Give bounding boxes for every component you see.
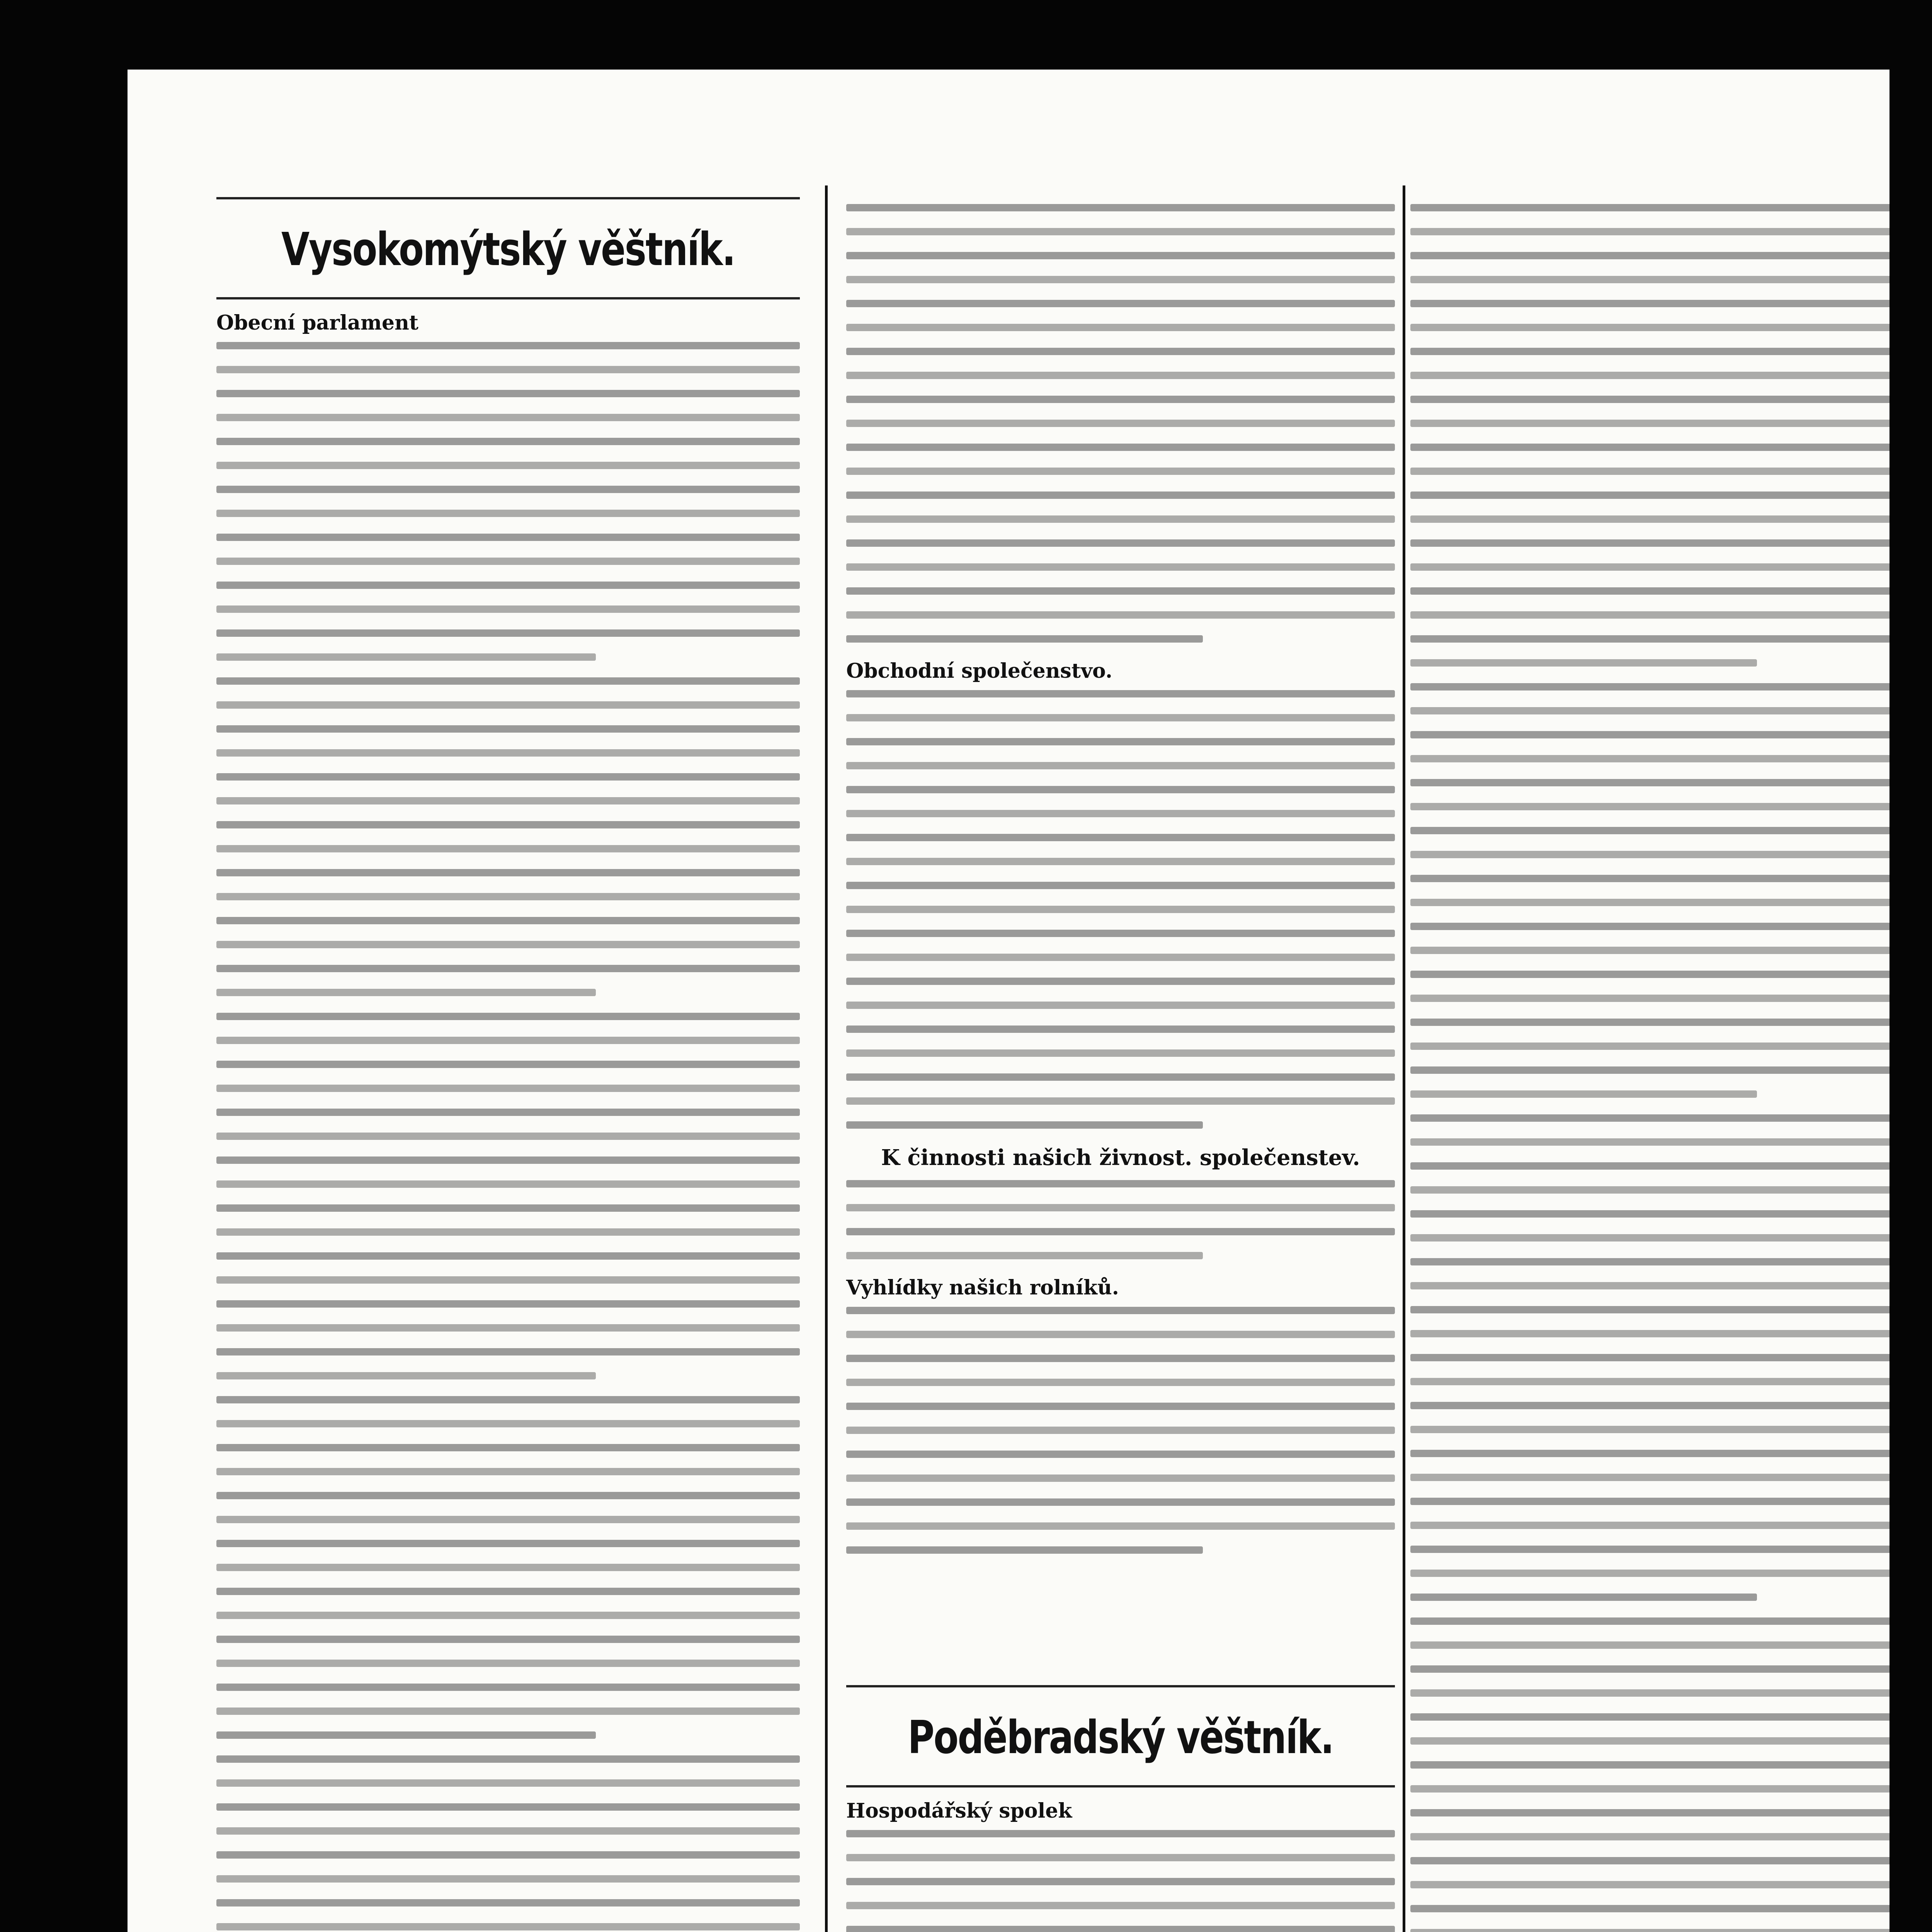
text-line	[846, 1926, 1395, 1932]
text-line	[846, 468, 1395, 475]
text-line	[216, 414, 800, 421]
text-lines	[846, 204, 1395, 643]
text-line	[216, 1348, 800, 1355]
text-line	[846, 539, 1395, 547]
middle-article-blocks	[846, 204, 1395, 1554]
column-left	[216, 197, 800, 1932]
text-line	[846, 1204, 1395, 1211]
text-line	[846, 1097, 1395, 1105]
text-line	[216, 462, 800, 469]
text-line	[1410, 779, 1889, 786]
text-line	[1410, 1833, 1889, 1840]
right-article-blocks	[1410, 204, 1889, 1932]
text-line	[216, 1252, 800, 1260]
text-line	[1410, 1713, 1889, 1721]
text-line	[1410, 731, 1889, 738]
text-line	[1410, 635, 1889, 643]
text-line	[216, 1755, 800, 1763]
text-line	[216, 1468, 800, 1475]
text-lines	[846, 1830, 1395, 1932]
article-block	[1410, 1114, 1889, 1601]
article-block	[846, 659, 1395, 1129]
text-lines	[1410, 1617, 1889, 1932]
text-line	[1410, 1665, 1889, 1673]
text-line	[846, 1180, 1395, 1187]
text-line	[846, 930, 1395, 937]
text-line	[846, 276, 1395, 283]
text-line	[1410, 324, 1889, 331]
text-line	[1410, 755, 1889, 762]
text-line	[216, 1324, 800, 1332]
text-line	[1410, 276, 1889, 283]
text-line	[846, 1854, 1395, 1861]
text-line	[216, 1133, 800, 1140]
text-line	[216, 1109, 800, 1116]
text-line	[1410, 1330, 1889, 1337]
column-rule-left	[825, 185, 828, 1932]
text-line	[1410, 515, 1889, 523]
text-line	[1410, 803, 1889, 810]
text-line	[1410, 1594, 1757, 1601]
text-line	[216, 701, 800, 709]
text-line	[846, 1403, 1395, 1410]
text-lines	[1410, 683, 1889, 1098]
text-line	[846, 1002, 1395, 1009]
text-line	[216, 1180, 800, 1188]
text-line	[1410, 420, 1889, 427]
text-line	[846, 324, 1395, 331]
text-line	[846, 954, 1395, 961]
text-line	[1410, 1522, 1889, 1529]
text-line	[216, 1660, 800, 1667]
text-line	[1410, 1162, 1889, 1170]
text-line	[1410, 707, 1889, 714]
text-line	[1410, 1306, 1889, 1313]
text-line	[1410, 1138, 1889, 1146]
paragraph-lead: Vyhlídky našich rolníků.	[846, 1276, 1119, 1299]
text-line	[216, 1636, 800, 1643]
text-line	[216, 1899, 800, 1906]
article-block	[846, 1145, 1395, 1259]
text-line	[216, 1588, 800, 1595]
text-lines	[216, 342, 800, 661]
text-line	[846, 1026, 1395, 1033]
text-line	[216, 438, 800, 445]
text-line	[1410, 1354, 1889, 1361]
text-line	[846, 635, 1203, 643]
text-line	[846, 978, 1395, 985]
text-line	[1410, 1019, 1889, 1026]
text-line	[1410, 1809, 1889, 1816]
text-line	[1410, 1857, 1889, 1864]
text-line	[846, 1427, 1395, 1434]
text-line	[846, 1121, 1203, 1129]
text-line	[216, 941, 800, 948]
text-line	[1410, 1186, 1889, 1194]
text-line	[846, 1307, 1395, 1314]
text-line	[846, 515, 1395, 523]
newspaper-page	[128, 70, 1889, 1932]
text-line	[216, 773, 800, 781]
text-line	[216, 1396, 800, 1403]
text-line	[1410, 1737, 1889, 1745]
text-line	[216, 1827, 800, 1835]
text-line	[216, 605, 800, 613]
text-line	[1410, 1689, 1889, 1697]
text-line	[846, 1522, 1395, 1530]
text-line	[846, 1830, 1395, 1837]
text-line	[1410, 587, 1889, 595]
text-line	[846, 1878, 1395, 1885]
text-line	[216, 1372, 596, 1379]
text-line	[216, 1492, 800, 1499]
text-line	[1410, 1617, 1889, 1625]
text-line	[1410, 1929, 1889, 1932]
text-line	[846, 1451, 1395, 1458]
text-line	[1410, 995, 1889, 1002]
text-line	[1410, 1498, 1889, 1505]
text-line	[216, 534, 800, 541]
text-line	[1410, 659, 1757, 667]
text-line	[216, 965, 800, 972]
text-line	[846, 204, 1395, 211]
masthead-title: Poděbradský věštník.	[908, 1711, 1333, 1764]
text-line	[216, 1444, 800, 1451]
text-lines	[846, 1307, 1395, 1554]
text-line	[1410, 827, 1889, 834]
text-line	[216, 582, 800, 589]
article-block	[1410, 683, 1889, 1098]
text-line	[216, 1013, 800, 1020]
text-line	[216, 1420, 800, 1427]
text-line	[216, 1204, 800, 1212]
text-line	[216, 1851, 800, 1859]
text-line	[216, 486, 800, 493]
text-lines	[846, 1180, 1395, 1259]
text-line	[846, 563, 1395, 571]
text-line	[216, 1276, 800, 1284]
text-line	[846, 1546, 1203, 1554]
text-line	[216, 1923, 800, 1930]
text-line	[1410, 1402, 1889, 1409]
text-lines	[216, 1013, 800, 1379]
text-line	[216, 1564, 800, 1571]
text-line	[216, 1612, 800, 1619]
text-line	[846, 714, 1395, 721]
text-line	[1410, 1234, 1889, 1242]
text-line	[1410, 539, 1889, 547]
text-lines	[216, 677, 800, 996]
article-block	[216, 1755, 800, 1932]
text-line	[1410, 611, 1889, 619]
masthead-title: Vysokomýtský věštník.	[281, 223, 735, 276]
column-middle	[846, 197, 1395, 1932]
article-block	[216, 677, 800, 996]
text-line	[1410, 1210, 1889, 1218]
text-line	[1410, 1426, 1889, 1433]
text-line	[846, 587, 1395, 595]
text-line	[846, 252, 1395, 259]
text-line	[216, 1156, 800, 1164]
masthead-vysokomytsky	[216, 197, 800, 299]
text-line	[1410, 396, 1889, 403]
text-line	[1410, 1785, 1889, 1793]
text-line	[216, 558, 800, 565]
article-block	[216, 1396, 800, 1739]
text-line	[846, 228, 1395, 235]
article-block	[1410, 1617, 1889, 1932]
text-line	[1410, 348, 1889, 355]
text-line	[1410, 468, 1889, 475]
text-line	[216, 653, 596, 661]
text-line	[1410, 1905, 1889, 1912]
text-line	[216, 629, 800, 637]
left-article-blocks	[216, 311, 800, 1932]
text-line	[1410, 875, 1889, 882]
text-line	[1410, 1066, 1889, 1074]
text-line	[1410, 683, 1889, 690]
text-line	[216, 725, 800, 733]
masthead-podebradsky	[846, 1685, 1395, 1787]
section-heading: K činnosti našich živnost. společenstev.	[881, 1145, 1360, 1170]
text-line	[216, 917, 800, 924]
text-line	[1410, 971, 1889, 978]
text-line	[846, 300, 1395, 307]
text-lines	[1410, 204, 1889, 667]
text-line	[846, 1331, 1395, 1338]
text-line	[846, 834, 1395, 841]
text-line	[1410, 851, 1889, 858]
text-line	[846, 420, 1395, 427]
text-line	[846, 738, 1395, 745]
text-line	[1410, 252, 1889, 259]
text-line	[846, 444, 1395, 451]
text-line	[216, 1540, 800, 1547]
text-line	[216, 1085, 800, 1092]
text-line	[1410, 947, 1889, 954]
text-lines	[1410, 1114, 1889, 1601]
text-line	[1410, 1761, 1889, 1769]
text-line	[216, 1300, 800, 1308]
text-line	[1410, 1641, 1889, 1649]
text-line	[216, 1875, 800, 1883]
text-line	[216, 677, 800, 685]
text-line	[216, 1061, 800, 1068]
text-line	[216, 869, 800, 876]
text-line	[216, 1803, 800, 1811]
text-line	[1410, 923, 1889, 930]
text-line	[216, 749, 800, 757]
text-lines	[216, 1396, 800, 1739]
text-line	[1410, 300, 1889, 307]
text-line	[216, 366, 800, 373]
middle-article-blocks-after	[846, 1799, 1395, 1932]
text-line	[846, 1902, 1395, 1909]
text-line	[846, 348, 1395, 355]
text-line	[216, 510, 800, 517]
text-line	[846, 810, 1395, 817]
text-line	[1410, 372, 1889, 379]
text-line	[1410, 492, 1889, 499]
article-block	[846, 1799, 1395, 1932]
text-line	[216, 1684, 800, 1691]
text-line	[1410, 204, 1889, 211]
paragraph-lead: Hospodářský spolek	[846, 1799, 1072, 1823]
text-line	[216, 390, 800, 397]
text-line	[846, 1475, 1395, 1482]
text-line	[846, 786, 1395, 793]
text-lines	[216, 1755, 800, 1932]
text-line	[1410, 1043, 1889, 1050]
text-line	[846, 762, 1395, 769]
text-line	[1410, 1474, 1889, 1481]
text-line	[216, 989, 596, 996]
text-line	[1410, 1282, 1889, 1289]
text-line	[216, 1516, 800, 1523]
article-block	[216, 311, 800, 661]
text-line	[216, 1228, 800, 1236]
text-line	[216, 1731, 596, 1739]
text-line	[1410, 1881, 1889, 1888]
text-line	[216, 821, 800, 828]
article-block	[1410, 204, 1889, 667]
text-line	[216, 845, 800, 852]
article-block	[216, 1013, 800, 1379]
text-line	[1410, 1570, 1889, 1577]
text-line	[846, 1228, 1395, 1235]
article-block	[846, 204, 1395, 643]
text-lines	[846, 690, 1395, 1129]
text-line	[216, 1708, 800, 1715]
text-line	[216, 1779, 800, 1787]
text-line	[846, 690, 1395, 697]
text-line	[846, 1355, 1395, 1362]
paragraph-lead: Obecní parlament	[216, 311, 418, 335]
text-line	[1410, 1090, 1757, 1098]
text-line	[1410, 899, 1889, 906]
text-line	[846, 1379, 1395, 1386]
text-line	[1410, 1258, 1889, 1265]
text-line	[1410, 444, 1889, 451]
text-line	[1410, 1450, 1889, 1457]
text-line	[846, 1252, 1203, 1259]
article-block	[846, 1276, 1395, 1554]
text-line	[216, 893, 800, 900]
text-line	[846, 858, 1395, 865]
text-line	[216, 797, 800, 804]
column-rule-right	[1403, 185, 1405, 1932]
text-line	[846, 1049, 1395, 1057]
text-line	[1410, 563, 1889, 571]
text-line	[846, 492, 1395, 499]
text-line	[846, 1073, 1395, 1081]
text-line	[1410, 1546, 1889, 1553]
paragraph-lead: Obchodní společenstvo.	[846, 659, 1112, 683]
text-line	[216, 342, 800, 349]
text-line	[846, 882, 1395, 889]
text-line	[1410, 1378, 1889, 1385]
column-right	[1410, 197, 1889, 1932]
text-line	[1410, 1114, 1889, 1122]
text-line	[846, 611, 1395, 619]
text-line	[846, 396, 1395, 403]
text-line	[216, 1037, 800, 1044]
text-line	[846, 1498, 1395, 1506]
text-line	[846, 372, 1395, 379]
text-line	[846, 906, 1395, 913]
text-line	[1410, 228, 1889, 235]
